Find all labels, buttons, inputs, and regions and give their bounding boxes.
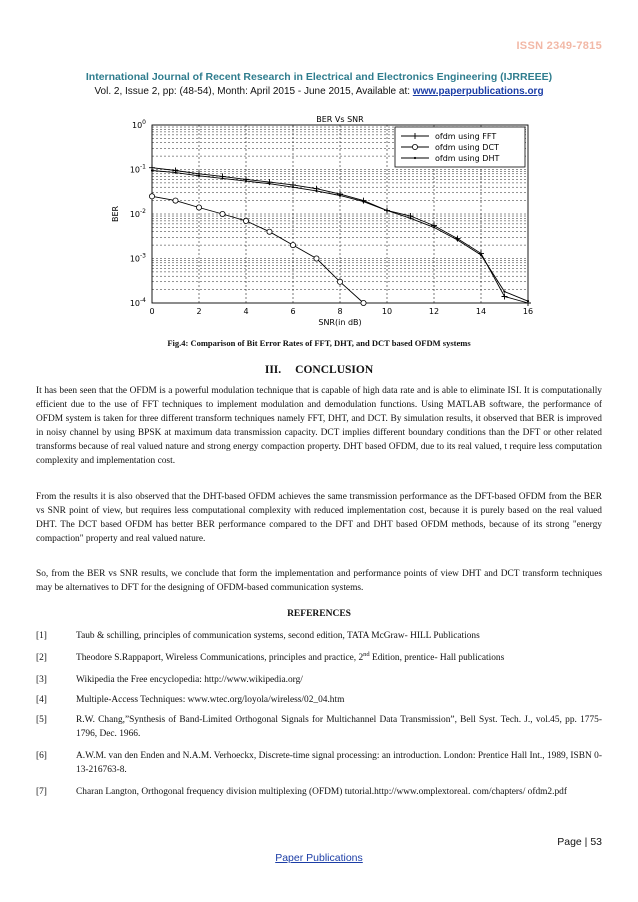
data-point-dot (480, 254, 482, 256)
x-tick-label: 10 (381, 307, 393, 316)
publisher-footer-link[interactable]: Paper Publications (275, 852, 363, 864)
reference-number: [6] (36, 751, 47, 761)
issn-label: ISSN 2349-7815 (516, 40, 602, 52)
data-point-dot (414, 157, 416, 159)
data-point-dot (409, 217, 411, 219)
reference-text: Multiple-Access Techniques: www.wtec.org/loyola/wireless/02_04.htm (76, 695, 345, 705)
data-point-dot (221, 177, 223, 179)
y-tick-label: $10^{-1}$ (129, 163, 146, 175)
reference-item (36, 693, 602, 707)
series-circle (149, 194, 366, 306)
reference-item (36, 673, 602, 687)
data-point-dot (174, 172, 176, 174)
data-point-dot (503, 291, 505, 293)
y-axis-label: BER (111, 205, 120, 223)
data-point-plus (502, 293, 508, 299)
conclusion-paragraph-2: From the results it is also observed that the DHT-based OFDM achieves the same transmission performance as the DFT-based OFDM from the BER vs SNR point of view, but requires less computational complexity with reduced implementation cost, because it is purely based on the real valued DHT. The DCT based OFDM has better BER performance compared to the DFT and DHT based OFDM methods, because of its strong "energy compaction" property and real valued nature. (36, 492, 602, 544)
x-tick-label: 0 (149, 307, 155, 316)
data-point-circle (361, 300, 366, 305)
data-point-dot (527, 300, 529, 302)
data-point-circle (173, 198, 178, 203)
data-point-dot (198, 175, 200, 177)
reference-item (36, 713, 602, 741)
y-tick-label: $10^{-4}$ (129, 297, 146, 308)
data-point-circle (314, 256, 319, 261)
reference-item (36, 749, 602, 777)
reference-superscript: nd (363, 650, 370, 658)
data-point-circle (412, 144, 417, 149)
data-point-circle (196, 205, 201, 210)
reference-text-part: Theodore S.Rappaport, Wireless Communications, principles and practice, 2 (76, 653, 364, 663)
data-point-circle (243, 218, 248, 223)
data-point-dot (362, 200, 364, 202)
x-tick-label: 16 (522, 307, 534, 316)
reference-text: Taub & schilling, principles of communication systems, second edition, TATA McGraw- HILL Publications (76, 631, 480, 641)
data-point-circle (290, 243, 295, 248)
y-tick-label: $10^{-2}$ (129, 208, 146, 219)
data-point-dot (339, 194, 341, 196)
references-heading: REFERENCES (287, 609, 351, 619)
section-title: CONCLUSION (295, 364, 374, 376)
chart-legend (395, 127, 525, 167)
x-tick-label: 4 (243, 307, 249, 316)
reference-number: [7] (36, 787, 47, 797)
legend-label: ofdm using FFT (435, 132, 497, 141)
reference-number: [5] (36, 715, 47, 725)
data-point-circle (149, 194, 154, 199)
reference-text: Charan Langton, Orthogonal frequency division multiplexing (OFDM) tutorial.http://www.omplextoreal. com/chapters/ ofdm2.pdf (76, 787, 567, 797)
journal-title: International Journal of Recent Research in Electrical and Electronics Engineering (IJRREEE) (85, 71, 553, 83)
legend-label: ofdm using DCT (435, 143, 499, 152)
ber-vs-snr-chart (95, 112, 545, 330)
chart-title: BER Vs SNR (316, 115, 364, 124)
journal-url-link[interactable]: www.paperpublications.org (412, 86, 544, 97)
x-tick-label: 2 (196, 307, 202, 316)
figure-caption: Fig.4: Comparison of Bit Error Rates of FFT, DHT, and DCT based OFDM systems (167, 338, 471, 348)
reference-item (36, 629, 602, 643)
page-number: Page | 53 (557, 836, 602, 848)
x-axis-label: SNR(in dB) (318, 318, 362, 327)
data-point-dot (151, 169, 153, 171)
reference-text: R.W. Chang,”Synthesis of Band-Limited Orthogonal Signals for Multichannel Data Transmission”, Bell Syst. Tech. J., vol.45, pp. 1775-1796, Dec. 1966. (76, 715, 602, 739)
data-point-dot (456, 239, 458, 241)
conclusion-paragraph-3: So, from the BER vs SNR results, we conclude that form the implementation and performance points of view DHT and DCT transform techniques may be alternatives to DFT for the designing of OFDM-based communication systems. (36, 569, 602, 593)
section-number: III. (264, 364, 282, 376)
x-tick-label: 12 (428, 307, 440, 316)
reference-text: A.W.M. van den Enden and N.A.M. Verhoeckx, Discrete-time signal processing: an introduction. London: Prentice Hall Int., 1989, ISBN 0-13-216763-8. (76, 751, 602, 775)
reference-item (36, 785, 602, 799)
reference-number: [2] (36, 653, 47, 663)
data-point-dot (433, 226, 435, 228)
journal-info-text: Vol. 2, Issue 2, pp: (48-54), Month: April 2015 - June 2015, Available at: (94, 86, 413, 97)
section-heading (0, 364, 638, 376)
reference-number: [4] (36, 695, 47, 705)
data-point-dot (386, 209, 388, 211)
data-point-dot (315, 190, 317, 192)
y-tick-label: $10^{-3}$ (129, 252, 146, 264)
reference-number: [1] (36, 631, 47, 641)
reference-item (36, 651, 602, 665)
reference-text-part: Edition, prentice- Hall publications (369, 653, 505, 663)
data-point-dot (268, 183, 270, 185)
journal-info (0, 86, 638, 97)
reference-number: [3] (36, 675, 47, 685)
data-point-dot (245, 180, 247, 182)
reference-text: Wikipedia the Free encyclopedia: http://www.wikipedia.org/ (76, 675, 303, 685)
conclusion-paragraph-1: It has been seen that the OFDM is a powerful modulation technique that is capable of high data rate and is able to eliminate ISI. It is computationally efficient due to the use of FFT techniques to implement modulation and demodulation functions. Using MATLAB software, the performance of OFDM system is taken for three different transform techniques namely FFT, DHT, and DCT. By simulation results, it observed that BER is improved in noisy channel by using BPSK at maximum data transmission capacity. DCT implies different boundary conditions than the DFT or other related transforms because of real valued nature and strong energy compaction property. DHT based OFDM, due to its real valued, t require less computation complexity and implementation cost. (36, 386, 602, 466)
legend-label: ofdm using DHT (435, 154, 500, 163)
x-tick-label: 8 (337, 307, 343, 316)
x-tick-label: 6 (290, 307, 296, 316)
data-point-dot (292, 186, 294, 188)
data-point-circle (267, 229, 272, 234)
series-line (152, 196, 364, 303)
x-tick-label: 14 (475, 307, 487, 316)
data-point-circle (220, 211, 225, 216)
data-point-circle (337, 279, 342, 284)
y-tick-label: $10^0$ (131, 119, 146, 130)
reference-text (76, 651, 602, 665)
